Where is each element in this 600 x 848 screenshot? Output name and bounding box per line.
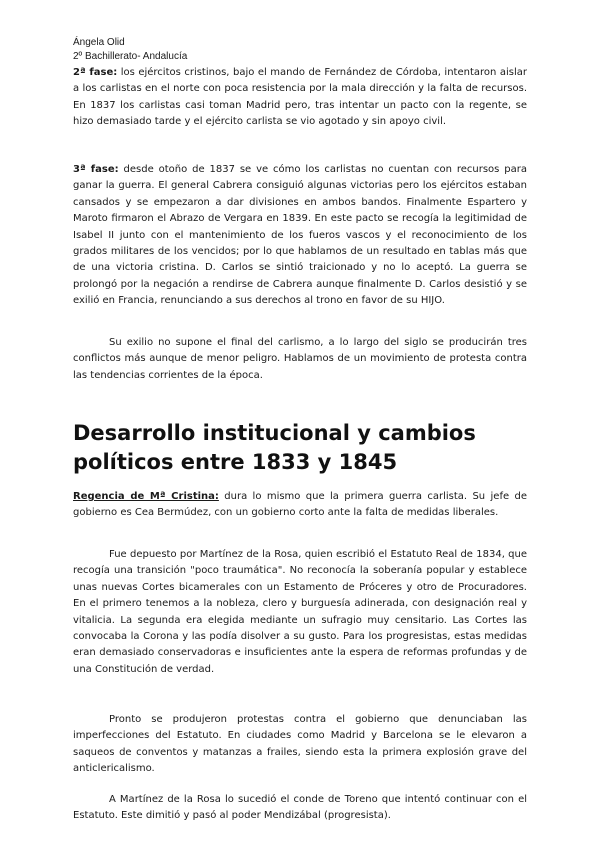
phase-3-text: desde otoño de 1837 se ve cómo los carlistas no cuentan con recursos para ganar la guerra. El general Cabrera consiguió algunas victorias pero los ejércitos estaban cansados y se empezaron a dar divisiones en ambos bandos. Finalmente Espartero y Maroto firmaron el Abrazo de Vergara en 1839. En este pacto se recogía la legitimidad de Isabel II junto con el mantenimiento de los fueros vascos y el reconocimiento de los grados militares de los vencidos; por lo que hablamos de un resultado en tablas más que de una victoria cristina. D. Carlos se sintió traicionado y no lo aceptó. La guerra se prolongó por la negación a rendirse de Cabrera aunque finalmente D. Carlos desistió y se exilió en Francia, renunciando a sus derechos al trono en favor de su HIJO. <box>73 164 527 307</box>
phase-3-paragraph <box>73 162 527 310</box>
course-name: 2º Bachillerato- Andalucía <box>73 51 188 62</box>
phase-2-text: los ejércitos cristinos, bajo el mando de Fernández de Córdoba, intentaron aislar a los carlistas en el norte con poca resistencia por la mala dirección y la falta de recursos. En 1837 los carlistas casi toman Madrid pero, tras intentar un pacto con la regente, se hizo demasiado tarde y el ejército carlista se vio agotado y sin apoyo civil. <box>73 67 527 128</box>
regency-label: Regencia de Mª Cristina: <box>73 491 219 502</box>
regency-paragraph <box>73 489 527 522</box>
body-paragraph: Pronto se produjeron protestas contra el gobierno que denunciaban las imperfecciones del Estatuto. En ciudades como Madrid y Barcelona se le elevaron a saqueos de conventos y matanzas a frailes, siendo esta la primera explosión grave del anticlericalismo. <box>73 714 527 775</box>
page-header <box>73 36 187 64</box>
body-paragraph: Fue depuesto por Martínez de la Rosa, quien escribió el Estatuto Real de 1834, que recogía una transición "poco traumática". No reconocía la soberanía popular y establece unas nuevas Cortes bicamerales con un Estamento de Próceres y otro de Procuradores. En el primero tenemos a la nobleza, clero y burguesía adinerada, con designación real y vitalicia. La segunda era elegida mediante un sufragio muy censitario. Las Cortes las convocaba la Corona y las podía disolver a su gusto. Para los progresistas, estas medidas eran demasiado conservadoras e insuficientes ante la espera de reformas profundas y de una Constitución de verdad. <box>73 549 527 675</box>
author-name: Ángela Olid <box>73 37 125 48</box>
section-title: Desarrollo institucional y cambios políticos entre 1833 y 1845 <box>73 421 476 474</box>
regency-text: dura lo mismo que la primera guerra carlista. Su jefe de gobierno es Cea Bermúdez, con un gobierno corto ante la falta de medidas liberales. <box>73 491 527 519</box>
phase-3-label: 3ª fase: <box>73 164 119 175</box>
body-paragraph: A Martínez de la Rosa lo sucedió el conde de Toreno que intentó continuar con el Estatuto. Este dimitió y pasó al poder Mendizábal (progresista). <box>73 794 527 822</box>
phase-2-paragraph <box>73 65 527 131</box>
exile-paragraph: Su exilio no supone el final del carlismo, a lo largo del siglo se producirán tres conflictos más aunque de menor peligro. Hablamos de un movimiento de protesta contra las tendencias corrientes de la época. <box>73 337 527 381</box>
phase-2-label: 2ª fase: <box>73 67 118 78</box>
